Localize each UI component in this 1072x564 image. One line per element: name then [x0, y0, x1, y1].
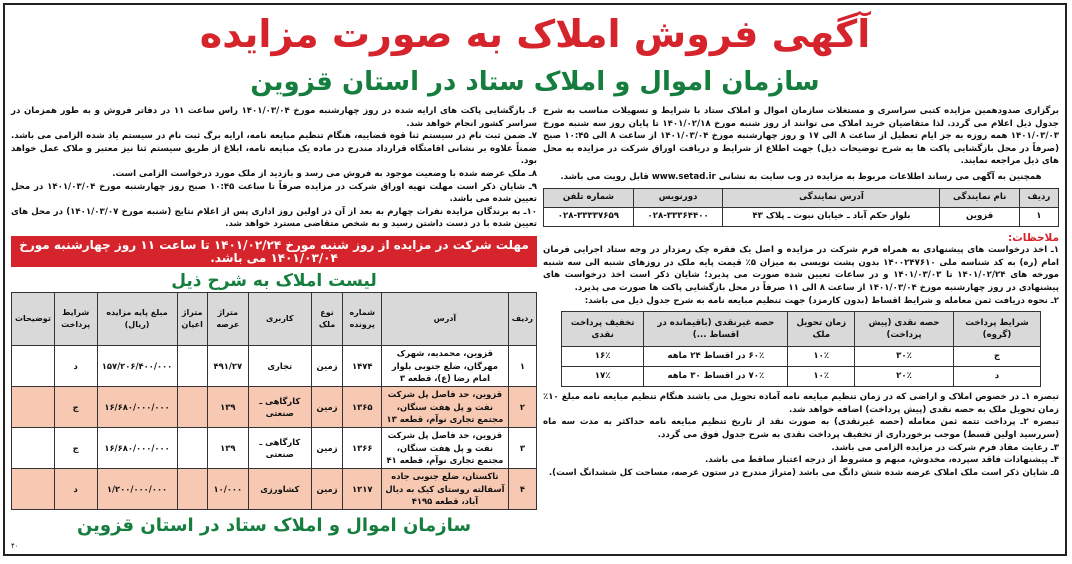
note-item: ۱ـ اخذ درخواست های پیشنهادی به همراه فرم شرکت در مزایده و اصل یک فقره چک رمزدار در وجه ستاد اجرایی فرمان امام (ره) به کد شناسه ملی ۱۴۰۰۲۴۷۶۱۰ بدون پشت نویسی به میزان ۵٪ قیمت پایه ملک در روزهای شنبه الی سه شنبه مورخه های ۱۴۰۱/۰۲/۲۴ تا ۱۴۰۱/۰۳/۰۳ و در ساعات تعیین شده صورت می پذیرد؛ شایان ذکر است اخذ درخواست های پیشنهادی در روز چهارشنبه مورخ ۱۴۰۱/۰۳/۰۴ از ساعت ۸ الی ۱۱ صرفاً در محل بازگشایی پاکت ها صورت می پذیرد. [543, 245, 1060, 293]
left-column [11, 105, 537, 538]
left-note-item: ۸ـ ملک عرضه شده با وضعیت موجود به فروش می رسد و بازدید از ملک مورد درخواست الزامی است. [112, 168, 537, 179]
ad-page [3, 3, 1067, 556]
table-cell: ۰۲۸-۳۳۳۳۷۶۵۹ [544, 207, 634, 226]
table-cell: کارگاهی ـ صنعتی [248, 428, 311, 469]
payment-header-cell: حصه غیرنقدی (باقیمانده در اقساط ...) [644, 312, 788, 347]
notes-title: ملاحظات: [1008, 231, 1059, 244]
payment-header-cell: شرایط پرداخت (گروه) [953, 312, 1040, 347]
page-title: آگهی فروش املاک به صورت مزایده [199, 12, 871, 56]
table-cell [12, 387, 55, 428]
table-cell: ۳ [508, 428, 536, 469]
property-header-cell: ردیف [508, 293, 536, 346]
table-cell [177, 387, 207, 428]
table-cell: ۱۶٪ [562, 347, 644, 367]
table-cell: زمین [311, 469, 343, 510]
property-header-cell: نوع ملک [311, 293, 343, 346]
table-row [12, 428, 537, 469]
left-note-item: ۷ـ ضمن ثبت نام در سیستم ثنا قوه قضاییه، هنگام تنظیم مبایعه نامه، ارایه برگ ثبت نام در سیستم یاد شده الزامی می باشد. ضمناً علاوه بر نشانی اقامتگاه قرارداد مندرج در ماده یک مبایعه نامه، ابلاغ از طریق سیستم ثنا نیز معتبر و ملاک عمل خواهد بود. [11, 131, 537, 167]
table-cell: قزوین، حد فاصل پل شرکت نفت و پل هفت سنگان، مجتمع تجاری نوآم، قطعه ۱۳ [382, 387, 509, 428]
property-table-header [12, 293, 537, 346]
table-row [12, 387, 537, 428]
property-header-cell: توضیحات [12, 293, 55, 346]
table-cell: د [54, 469, 97, 510]
tabsare-item: ۳ـ رعایت مفاد فرم شرکت در مزایده الزامی می باشد. [831, 442, 1059, 453]
table-cell [177, 469, 207, 510]
agency-header-cell: ردیف [1019, 188, 1058, 207]
tabsare-item: تبصره ۲ـ پرداخت تتمه ثمن معامله (حصه غیرنقدی) به صورت نقد از تاریخ تنظیم مبایعه نامه حداکثر به مدت سه ماه (سررسید اولین قسط) موجب برخورداری از تخفیف پرداخت نقدی به شرح جدول فوق می گردد. [543, 417, 1059, 440]
table-cell [177, 428, 207, 469]
agency-header-cell: دورنویس [633, 188, 723, 207]
table-cell: ۶۰٪ در اقساط ۲۴ ماهه [644, 347, 788, 367]
table-cell: ج [54, 387, 97, 428]
table-cell: ۱۳۹ [207, 387, 248, 428]
table-cell: ۱ [508, 346, 536, 387]
page-subtitle: سازمان اموال و املاک ستاد در استان قزوین [250, 67, 820, 97]
table-cell: ۱۴۷۴ [343, 346, 382, 387]
agency-header-cell: آدرس نمایندگی [723, 188, 940, 207]
property-header-cell: آدرس [382, 293, 509, 346]
table-cell: ۱۳۶۶ [343, 428, 382, 469]
property-header-cell: شرایط پرداخت [54, 293, 97, 346]
table-row [12, 469, 537, 510]
property-table [11, 292, 537, 510]
table-cell: ۱۵۷/۲۰۶/۴۰۰/۰۰۰ [97, 346, 177, 387]
table-cell: ۱/۲۰۰/۰۰۰/۰۰۰ [97, 469, 177, 510]
payment-table-header [562, 312, 1041, 347]
table-cell: ۱۷٪ [562, 367, 644, 387]
table-cell: زمین [311, 346, 343, 387]
payment-header-cell: حصه نقدی (پیش پرداخت) [855, 312, 954, 347]
table-cell: قزوین، محمدیه، شهرک مهرگان، ضلع جنوبی بلوار امام رضا (ع)، قطعه ۳ [382, 346, 509, 387]
table-cell: ۱۶/۶۸۰/۰۰۰/۰۰۰ [97, 387, 177, 428]
table-cell: تاکستان، ضلع جنوبی جاده آسفالته روستای کیک به دیال آباد، قطعه ۴۱۹۵ [382, 469, 509, 510]
table-cell: ۲ [508, 387, 536, 428]
table-cell [177, 346, 207, 387]
table-cell: قزوین، حد فاصل پل شرکت نفت و پل هفت سنگان، مجتمع تجاری نوآم، قطعه ۴۱ [382, 428, 509, 469]
table-cell: ۱ [1019, 207, 1058, 226]
table-cell: ۷۰٪ در اقساط ۳۰ ماهه [644, 367, 788, 387]
table-cell: ج [54, 428, 97, 469]
tabsare-item: ۴ـ پیشنهادات فاقد سپرده، مخدوش، مبهم و مشروط از درجه اعتبار ساقط می باشد. [705, 455, 1059, 466]
tabsare-item: تبصره ۱ـ در خصوص املاک و اراضی که در زمان تنظیم مبایعه نامه آماده تحویل می باشند هنگام تنظیم مبایعه نامه مبلغ ۱۰٪ زمان تحویل ملک به حصه نقدی (پیش پرداخت) اضافه خواهد شد. [543, 392, 1059, 415]
property-header-cell: متراژ اعیان [177, 293, 207, 346]
table-cell: ۱۰/۰۰۰ [207, 469, 248, 510]
property-header-cell: شماره پرونده [343, 293, 382, 346]
table-cell: کارگاهی ـ صنعتی [248, 387, 311, 428]
table-cell: زمین [311, 428, 343, 469]
payment-header-cell: تخفیف پرداخت نقدی [562, 312, 644, 347]
property-list-title: لیست املاک به شرح ذیل [171, 271, 377, 292]
table-cell: تجاری [248, 346, 311, 387]
table-cell: ۴۹۱/۲۷ [207, 346, 248, 387]
property-header-cell: متراژ عرصه [207, 293, 248, 346]
table-cell: کشاورزی [248, 469, 311, 510]
table-cell: ج [953, 347, 1040, 367]
agency-table-header [544, 188, 1059, 207]
table-cell: قزوین [940, 207, 1019, 226]
agency-header-cell: نام نمایندگی [940, 188, 1019, 207]
table-row [562, 347, 1041, 367]
table-cell [12, 428, 55, 469]
website-note: همچنین به آگهی می رساند اطلاعات مربوط به مزایده در وب سایت به نشانی www.setad.ir قابل رویت می باشد. [560, 171, 1042, 182]
property-header-cell: کاربری [248, 293, 311, 346]
deadline-banner: مهلت شرکت در مزایده از روز شنبه مورخ ۱۴۰۱/۰۲/۲۴ تا ساعت ۱۱ روز چهارشنبه مورخ ۱۴۰۱/۰۳/۰۴ می باشد. [11, 236, 537, 267]
left-note-item: ۱۰ـ به برندگان مزایده نفرات چهارم به بعد از آن در اولین روز اداری پس از اعلام نتایج (شنبه مورخ ۱۴۰۱/۰۳/۰۷) در محل های تعیین شده با در دست داشتن رسید و به شخص متقاضی مسترد خواهد شد. [11, 206, 537, 230]
footer-org-name: سازمان اموال و املاک ستاد در استان قزوین [76, 515, 472, 537]
payment-header-cell: زمان تحویل ملک [788, 312, 855, 347]
table-cell: ۳۰٪ [855, 347, 954, 367]
table-cell [12, 346, 55, 387]
table-cell: ۱۳۹ [207, 428, 248, 469]
tabsare-item: ۵ـ شایان ذکر است ملک املاک عرضه شده شش دانگ می باشد (متراژ مندرج در ستون عرصه، مساحت کل ششدانگ است). [548, 467, 1059, 478]
table-cell: ۱۶/۶۸۰/۰۰۰/۰۰۰ [97, 428, 177, 469]
table-cell: زمین [311, 387, 343, 428]
table-cell: ۱۰٪ [788, 367, 855, 387]
table-cell [12, 469, 55, 510]
intro-paragraph: برگزاری صدودهمین مزایده کتبی سراسری و مستغلات سازمان اموال و املاک ستاد با شرایط و تسهیلات مناسب به شرح جدول ذیل اعلام می گردد. لذا متقاضیان خرید املاک می توانند از روز شنبه مورخ ۱۴۰۱/۰۲/۱۸ تا پایان روز سه شنبه مورخ ۱۴۰۱/۰۳/۰۳ همه روزه به جز ایام تعطیل از ساعت ۸ الی ۱۷ و روز چهارشنبه مورخ ۱۴۰۱/۰۳/۰۴ از ساعت ۸ الی ۱۰:۴۵ صبح (صرفاً در محل بازگشایی پاکت ها به شرح توضیحات ذیل) جهت اطلاع از شرایط و دریافت اوراق شرکت در مزایده به محل های ذیل مراجعه نمایند. [543, 106, 1060, 167]
table-row [12, 346, 537, 387]
table-cell: د [54, 346, 97, 387]
table-cell: ۴ [508, 469, 536, 510]
left-note-item: ۹ـ شایان ذکر است مهلت تهیه اوراق شرکت در مزایده صرفاً تا ساعت ۱۰:۴۵ صبح روز چهارشنبه مورخ ۱۴۰۱/۰۳/۰۴ در محل تعیین شده می باشد. [11, 181, 537, 205]
left-note-item: ۶ـ بازگشایی پاکت های ارایه شده در روز چهارشنبه مورخ ۱۴۰۱/۰۳/۰۴ راس ساعت ۱۱ در دفاتر فروش و به طور همزمان در سراسر کشور انجام خواهد شد. [11, 106, 537, 129]
table-cell: ۱۰٪ [788, 347, 855, 367]
table-cell: ۰۲۸-۳۳۳۶۴۴۰۰ [633, 207, 723, 226]
table-cell: ۱۳۶۵ [343, 387, 382, 428]
table-cell: بلوار حکم آباد ـ خیابان نبوت ـ پلاک ۴۳ [723, 207, 940, 226]
agency-header-cell: شماره تلفن [544, 188, 634, 207]
payment-terms-table [561, 311, 1041, 387]
table-cell: د [953, 367, 1040, 387]
table-cell: ۲۰٪ [855, 367, 954, 387]
agency-table [543, 188, 1059, 227]
page-number: ۴۰ [11, 542, 19, 550]
property-header-cell: مبلغ پایه مزایده (ریال) [97, 293, 177, 346]
table-row [562, 367, 1041, 387]
table-cell: ۱۲۱۷ [343, 469, 382, 510]
table-row [544, 207, 1059, 226]
right-column [543, 105, 1059, 479]
note-item: ۲ـ نحوه دریافت ثمن معامله و شرایط اقساط (بدون کارمزد) جهت تنظیم مبایعه نامه به شرح جدول ذیل می باشد: [584, 295, 1059, 306]
